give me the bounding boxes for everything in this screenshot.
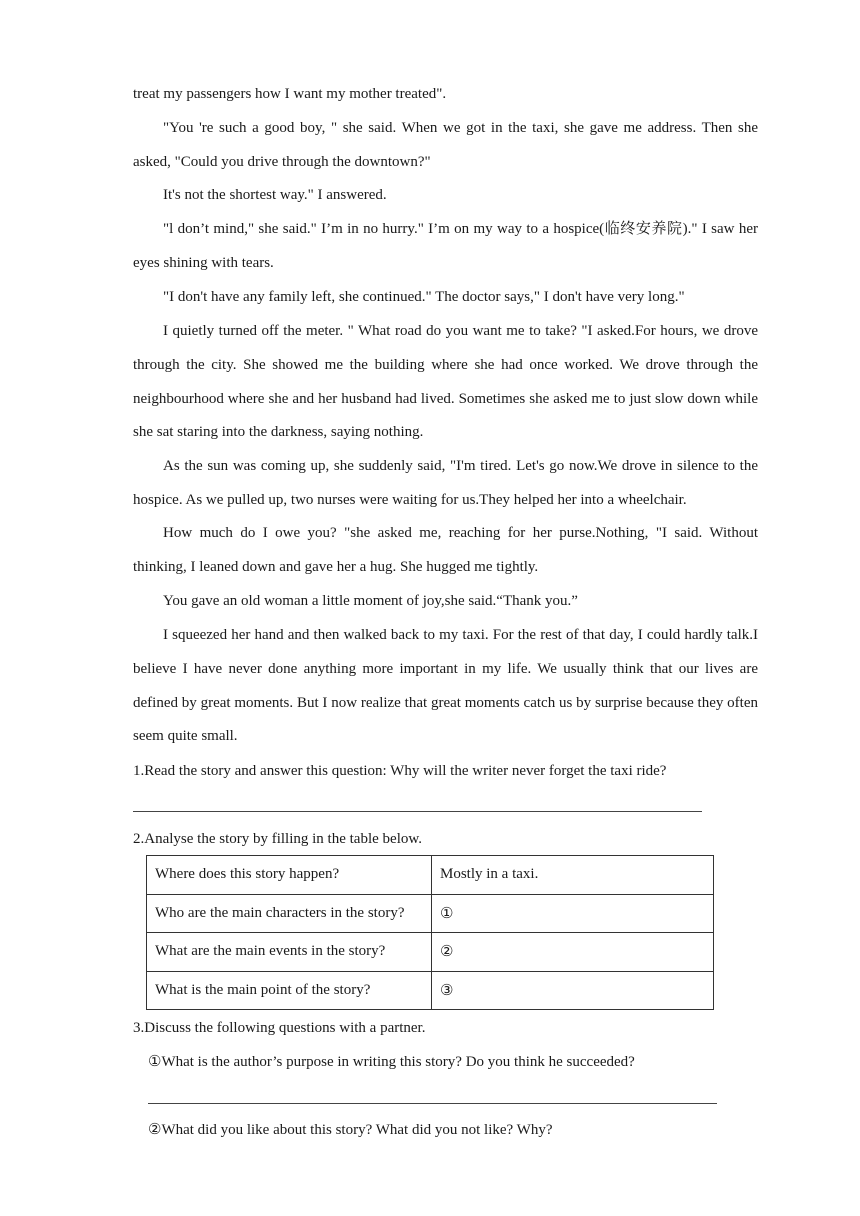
table-answer-cell[interactable]: ② — [432, 933, 714, 972]
story-paragraph: "I don't have any family left, she continued." The doctor says," I don't have very long." — [163, 289, 685, 305]
table-row — [147, 856, 714, 895]
story-paragraph: I squeezed her hand and then walked back to my taxi. For the rest of that day, I could hardly talk.I believe I have never done anything more important in my life. We usually think that our lives are defined by great moments. But I now realize that great moments catch us by surprise because they often seem quite small. — [133, 627, 758, 745]
question-1: 1.Read the story and answer this question: Why will the writer never forget the taxi ride? — [133, 763, 667, 779]
question-3: 3.Discuss the following questions with a partner. — [133, 1020, 426, 1036]
story-paragraph: treat my passengers how I want my mother treated". — [133, 86, 447, 102]
table-question-cell: What are the main events in the story? — [147, 933, 432, 972]
table-answer-cell[interactable]: ① — [432, 894, 714, 933]
answer-line-q1[interactable] — [133, 811, 702, 812]
table-row — [147, 894, 714, 933]
table-question-cell: What is the main point of the story? — [147, 971, 432, 1010]
story-paragraph: You gave an old woman a little moment of joy,she said.“Thank you.” — [163, 593, 578, 609]
analysis-table — [146, 855, 714, 1010]
story-paragraph: How much do I owe you? "she asked me, reaching for her purse.Nothing, "I said. Without thinking, I leaned down and gave her a hug. She hugged me tightly. — [133, 525, 758, 575]
table-answer-cell[interactable]: ③ — [432, 971, 714, 1010]
table-question-cell: Where does this story happen? — [147, 856, 432, 895]
question-2: 2.Analyse the story by filling in the table below. — [133, 831, 422, 847]
story-paragraph: As the sun was coming up, she suddenly said, "I'm tired. Let's go now.We drove in silence to the hospice. As we pulled up, two nurses were waiting for us.They helped her into a wheelchair. — [133, 458, 758, 508]
question-3-sub-2: ②What did you like about this story? What did you not like? Why? — [148, 1122, 553, 1138]
story-paragraph: "l don’t mind," she said." I’m in no hurry." I’m on my way to a hospice(临终安养院)." I saw her eyes shining with tears. — [133, 221, 758, 271]
question-3-sub-1: ①What is the author’s purpose in writing this story? Do you think he succeeded? — [148, 1054, 635, 1070]
table-row — [147, 971, 714, 1010]
table-row — [147, 933, 714, 972]
answer-line-q3-1[interactable] — [148, 1103, 717, 1104]
table-answer-cell[interactable]: Mostly in a taxi. — [432, 856, 714, 895]
table-question-cell: Who are the main characters in the story? — [147, 894, 432, 933]
story-paragraph: It's not the shortest way." I answered. — [163, 187, 387, 203]
story-paragraph: "You 're such a good boy, " she said. When we got in the taxi, she gave me address. Then she asked, "Could you drive through the downtown?" — [133, 120, 758, 170]
story-paragraph: I quietly turned off the meter. " What road do you want me to take? "I asked.For hours, we drove through the city. She showed me the building where she had once worked. We drove through the neighbourhood where she and her husband had lived. Sometimes she asked me to just slow down while she sat staring into the darkness, saying nothing. — [133, 323, 758, 441]
